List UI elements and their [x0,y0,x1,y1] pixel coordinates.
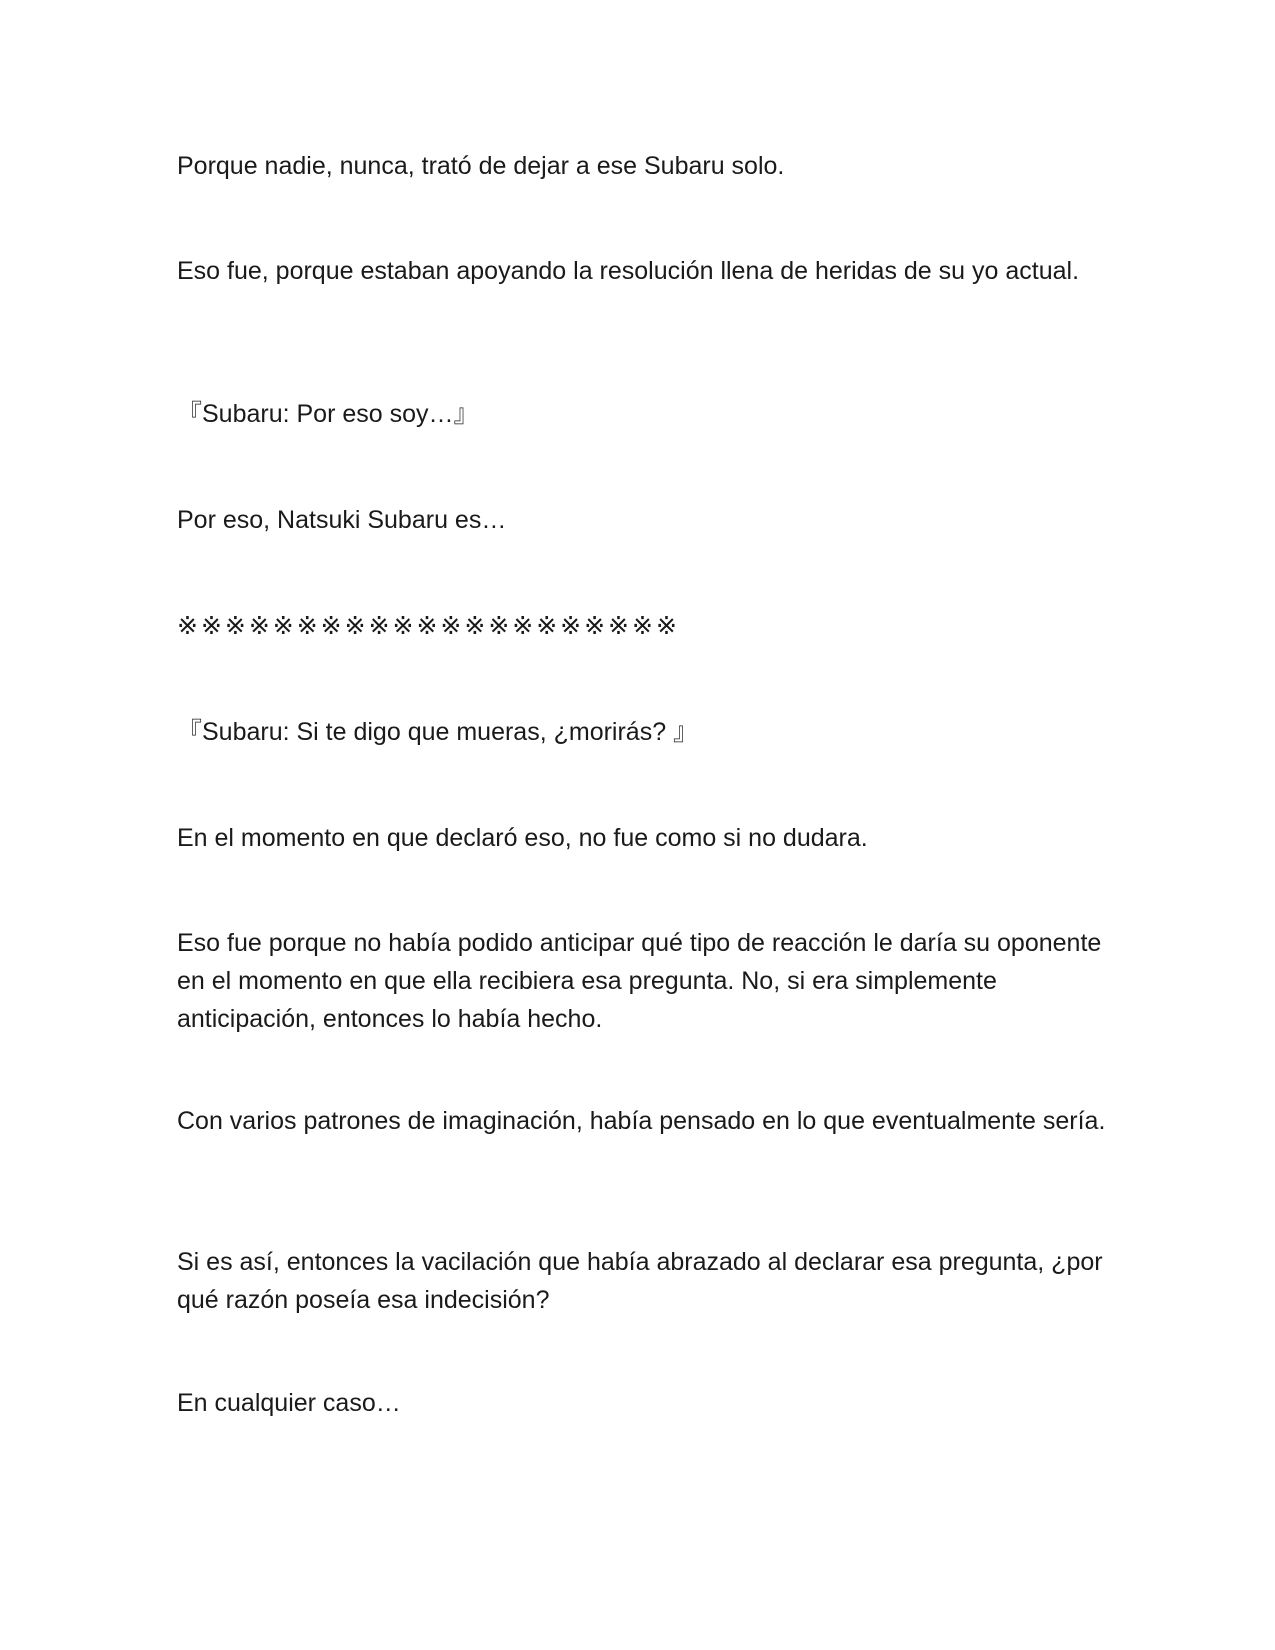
paragraph-8: En cualquier caso… [177,1389,401,1417]
dialogue-line-1: 『Subaru: Por eso soy…』 [177,400,479,428]
scene-separator: ※※※※※※※※※※※※※※※※※※※※※ [177,612,680,640]
paragraph-2: Eso fue, porque estaban apoyando la resolución llena de heridas de su yo actual. [177,257,1080,285]
paragraph-3: Por eso, Natsuki Subaru es… [177,506,507,534]
paragraph-5: Eso fue porque no había podido anticipar qué tipo de reacción le daría su oponente en el momento en que ella recibiera esa pregunta. No, si era simplemente anticipación, entonces lo había hecho. [177,929,1109,1033]
paragraph-6: Con varios patrones de imaginación, había pensado en lo que eventualmente sería. [177,1107,1106,1135]
paragraph-1: Porque nadie, nunca, trató de dejar a ese Subaru solo. [177,152,785,180]
paragraph-7: Si es así, entonces la vacilación que había abrazado al declarar esa pregunta, ¿por qué razón poseía esa indecisión? [177,1248,1110,1314]
dialogue-line-2: 『Subaru: Si te digo que mueras, ¿morirás? 』 [177,718,699,746]
paragraph-4: En el momento en que declaró eso, no fue como si no dudara. [177,824,868,852]
